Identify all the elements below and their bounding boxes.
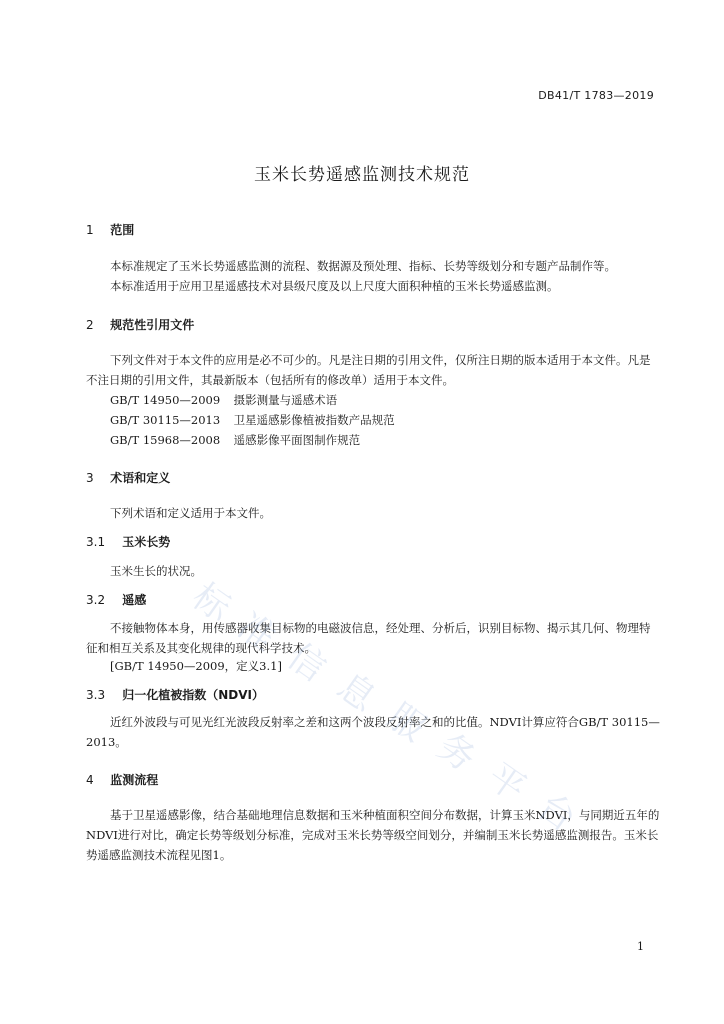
watermark-char: 信 — [279, 635, 333, 691]
section-title: 规范性引用文件 — [110, 318, 195, 332]
reference-name: 卫星遥感影像植被指数产品规范 — [233, 413, 395, 427]
reference-code: GB/T 15968—2008 — [110, 433, 221, 447]
term-3-2-source: [GB/T 14950—2009，定义3.1] — [110, 659, 282, 673]
watermark-char: 准 — [229, 605, 283, 661]
term-title: 玉米长势 — [122, 535, 171, 549]
watermark-char: 服 — [379, 695, 433, 751]
section-1-heading — [86, 221, 134, 238]
term-number: 3.1 — [86, 535, 106, 549]
reference-item — [110, 390, 337, 410]
section-title: 监测流程 — [110, 773, 159, 787]
reference-code: GB/T 30115—2013 — [110, 413, 221, 427]
document-id: DB41/T 1783—2019 — [538, 89, 654, 102]
page-number: 1 — [637, 940, 644, 953]
reference-code: GB/T 14950—2009 — [110, 393, 221, 407]
section-title: 术语和定义 — [110, 471, 171, 485]
term-3-1-heading — [86, 533, 170, 550]
watermark-char: 息 — [329, 665, 383, 721]
watermark-char: 标 — [184, 575, 238, 631]
section-number: 3 — [86, 471, 94, 485]
term-3-3-definition: 近红外波段与可见光红光波段反射率之差和这两个波段反射率之和的比值。NDVI计算应符合GB/T 30115—2013。 — [86, 715, 660, 749]
section-3-heading — [86, 469, 170, 486]
section-2-heading — [86, 316, 194, 333]
reference-item — [110, 410, 395, 430]
reference-item — [110, 430, 360, 450]
section-1-paragraph-1: 本标准规定了玉米长势遥感监测的流程、数据源及预处理、指标、长势等级划分和专题产品制作等。 — [110, 259, 616, 273]
term-3-2-heading — [86, 591, 146, 608]
term-3-2-definition: 不接触物体本身，用传感器收集目标物的电磁波信息，经处理、分析后，识别目标物、揭示其几何、物理特征和相互关系及其变化规律的现代科学技术。 — [86, 621, 651, 655]
term-number: 3.2 — [86, 593, 106, 607]
reference-name: 遥感影像平面图制作规范 — [233, 433, 361, 447]
watermark-char: 台 — [529, 785, 583, 841]
section-2-paragraph-1: 下列文件对于本文件的应用是必不可少的。凡是注日期的引用文件，仅所注日期的版本适用于本文件。凡是不注日期的引用文件，其最新版本（包括所有的修改单）适用于本文件。 — [86, 353, 651, 387]
section-3-paragraph-1: 下列术语和定义适用于本文件。 — [110, 506, 271, 520]
section-number: 1 — [86, 223, 94, 237]
section-number: 2 — [86, 318, 94, 332]
document-title: 玉米长势遥感监测技术规范 — [254, 165, 470, 185]
section-number: 4 — [86, 773, 94, 787]
reference-name: 摄影测量与遥感术语 — [233, 393, 338, 407]
term-title: 遥感 — [122, 593, 147, 607]
section-4-paragraph-1: 基于卫星遥感影像，结合基础地理信息数据和玉米种植面积空间分布数据，计算玉米NDVI，与同期近五年的NDVI进行对比，确定长势等级划分标准，完成对玉米长势等级空间划分，并编制玉米长势遥感监测报告。玉米长势遥感监测技术流程见图1。 — [86, 808, 660, 862]
watermark-char: 务 — [429, 725, 483, 781]
section-title: 范围 — [110, 223, 135, 237]
watermark-char: 平 — [479, 755, 533, 811]
term-3-3-heading — [86, 686, 264, 703]
section-1-paragraph-2: 本标准适用于应用卫星遥感技术对县级尺度及以上尺度大面积种植的玉米长势遥感监测。 — [110, 279, 559, 293]
term-title: 归一化植被指数（NDVI） — [122, 688, 264, 702]
section-4-heading — [86, 771, 158, 788]
term-3-1-definition: 玉米生长的状况。 — [110, 564, 202, 578]
term-number: 3.3 — [86, 688, 106, 702]
